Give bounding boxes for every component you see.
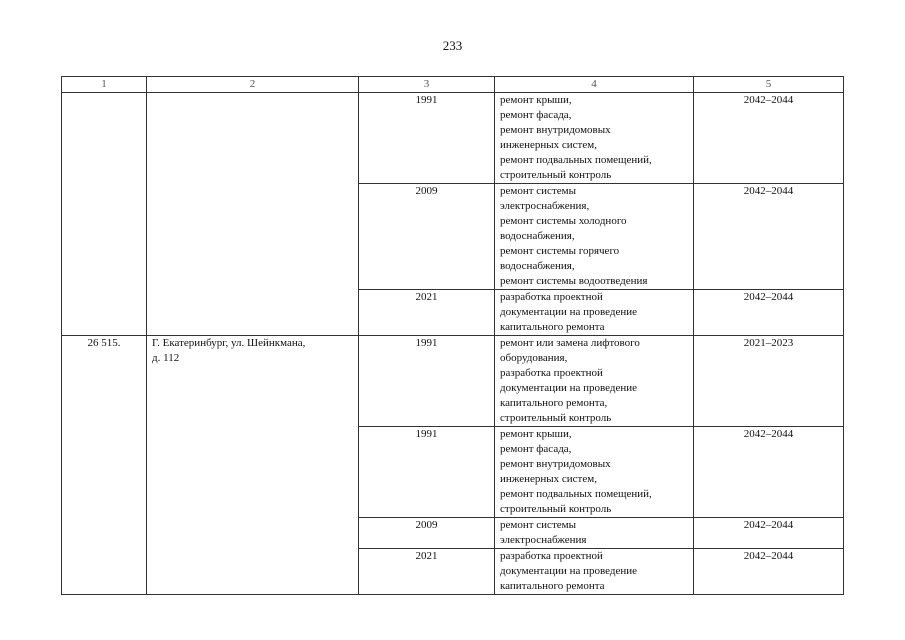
work-item: ремонт фасада, xyxy=(500,443,572,455)
work-item: капитального ремонта xyxy=(500,321,605,333)
work-item: разработка проектной xyxy=(500,550,603,562)
work-item: разработка проектной xyxy=(500,367,603,379)
address-line: д. 112 xyxy=(152,352,180,364)
work-item: инженерных систем, xyxy=(500,473,597,485)
address-cell xyxy=(147,93,359,336)
work-item: ремонт системы горячего xyxy=(500,245,620,257)
column-header: 1 xyxy=(62,77,147,93)
table-row xyxy=(62,336,844,427)
column-header: 3 xyxy=(359,77,495,93)
work-item: ремонт подвальных помещений, xyxy=(500,488,652,500)
column-header: 5 xyxy=(694,77,844,93)
entry-number-cell xyxy=(62,93,147,336)
page-number: 233 xyxy=(442,38,463,53)
table-header-row xyxy=(62,77,844,93)
works-cell xyxy=(495,427,694,518)
work-item: инженерных систем, xyxy=(500,139,597,151)
works-cell xyxy=(495,336,694,427)
work-item: электроснабжения, xyxy=(500,200,590,212)
work-item: ремонт системы xyxy=(500,185,576,197)
year-cell: 2021 xyxy=(359,549,495,595)
repair-schedule-table xyxy=(61,76,844,595)
work-item: строительный контроль xyxy=(500,169,612,181)
year-cell: 2009 xyxy=(359,184,495,290)
work-item: водоснабжения, xyxy=(500,230,575,242)
period-cell: 2042–2044 xyxy=(694,518,844,549)
address-cell xyxy=(147,336,359,595)
work-item: ремонт внутридомовых xyxy=(500,124,611,136)
table-row xyxy=(62,93,844,184)
period-cell: 2042–2044 xyxy=(694,93,844,184)
work-item: ремонт внутридомовых xyxy=(500,458,611,470)
work-item: документации на проведение xyxy=(500,565,638,577)
work-item: электроснабжения xyxy=(500,534,587,546)
work-item: капитального ремонта xyxy=(500,580,605,592)
works-cell xyxy=(495,93,694,184)
period-cell: 2042–2044 xyxy=(694,549,844,595)
work-item: документации на проведение xyxy=(500,306,638,318)
work-item: ремонт подвальных помещений, xyxy=(500,154,652,166)
work-item: ремонт системы холодного xyxy=(500,215,627,227)
work-item: строительный контроль xyxy=(500,412,612,424)
work-item: документации на проведение xyxy=(500,382,638,394)
work-item: ремонт крыши, xyxy=(500,94,572,106)
works-cell xyxy=(495,549,694,595)
year-cell: 1991 xyxy=(359,93,495,184)
work-item: ремонт системы водоотведения xyxy=(500,275,648,287)
year-cell: 2009 xyxy=(359,518,495,549)
entry-number-cell: 26 515. xyxy=(62,336,147,595)
work-item: строительный контроль xyxy=(500,503,612,515)
address-line: Г. Екатеринбург, ул. Шейнкмана, xyxy=(152,337,306,349)
year-cell: 1991 xyxy=(359,427,495,518)
work-item: ремонт системы xyxy=(500,519,576,531)
work-item: водоснабжения, xyxy=(500,260,575,272)
work-item: ремонт крыши, xyxy=(500,428,572,440)
period-cell: 2042–2044 xyxy=(694,427,844,518)
period-cell: 2042–2044 xyxy=(694,290,844,336)
work-item: разработка проектной xyxy=(500,291,603,303)
year-cell: 1991 xyxy=(359,336,495,427)
works-cell xyxy=(495,518,694,549)
column-header: 2 xyxy=(147,77,359,93)
work-item: оборудования, xyxy=(500,352,568,364)
period-cell: 2021–2023 xyxy=(694,336,844,427)
column-header: 4 xyxy=(495,77,694,93)
year-cell: 2021 xyxy=(359,290,495,336)
work-item: капитального ремонта, xyxy=(500,397,608,409)
work-item: ремонт или замена лифтового xyxy=(500,337,640,349)
work-item: ремонт фасада, xyxy=(500,109,572,121)
period-cell: 2042–2044 xyxy=(694,184,844,290)
works-cell xyxy=(495,184,694,290)
works-cell xyxy=(495,290,694,336)
